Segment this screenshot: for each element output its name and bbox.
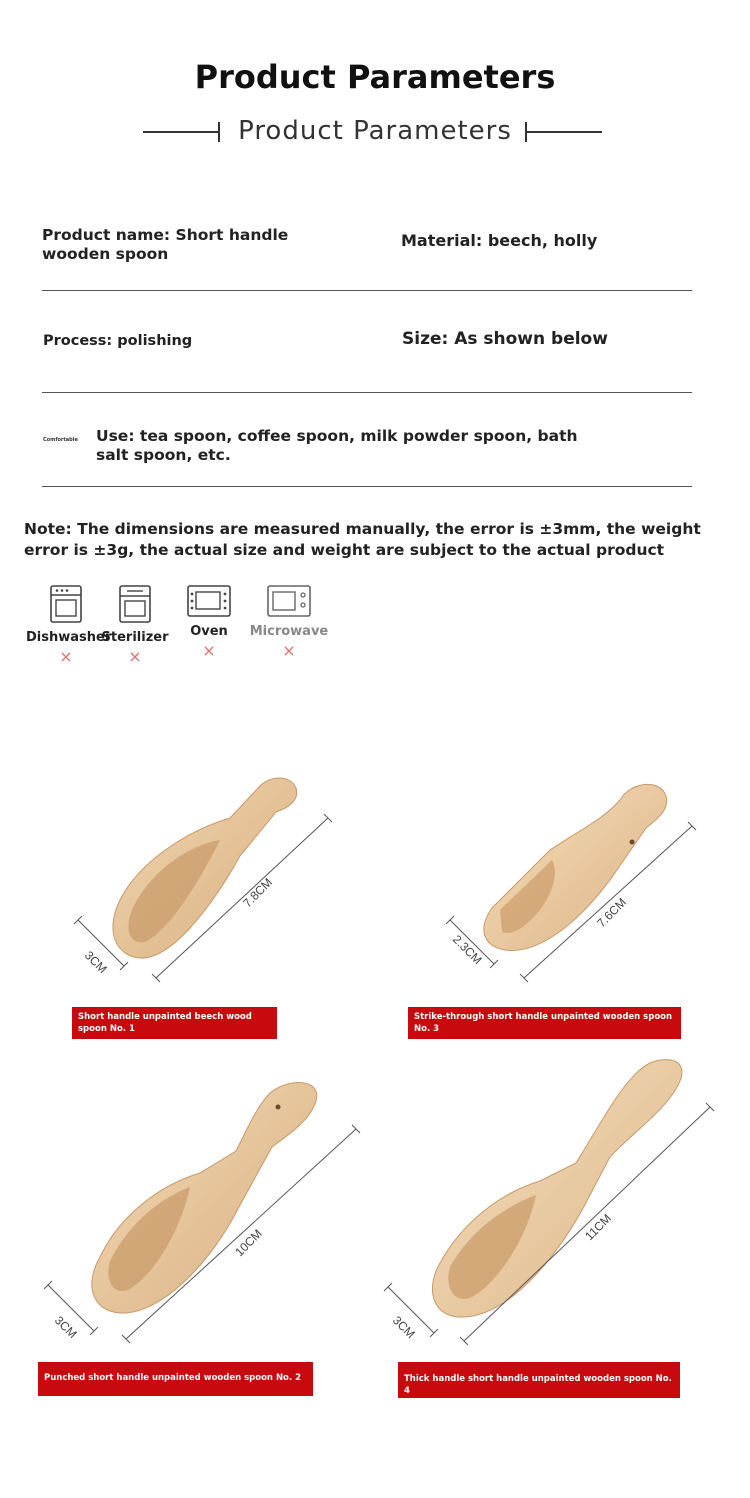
length-label: 11CM xyxy=(582,1211,615,1244)
care-label: Oven xyxy=(190,624,228,639)
care-oven xyxy=(169,584,249,659)
care-sterilizer xyxy=(95,584,175,665)
care-label: Sterilizer xyxy=(101,630,169,645)
length-label: 10CM xyxy=(232,1226,265,1260)
width-label: 3CM xyxy=(51,1313,80,1342)
use-tag: Comfortable xyxy=(43,437,78,443)
oven-icon xyxy=(186,584,232,618)
subtitle-row xyxy=(0,112,750,152)
care-label: Dishwasher xyxy=(26,630,112,645)
material-param: Material: beech, holly xyxy=(401,231,598,250)
right-divider-line xyxy=(525,131,602,133)
cross-icon: × xyxy=(282,641,296,660)
cross-icon: × xyxy=(59,647,73,666)
product-name-param: Product name: Short handle wooden spoon xyxy=(42,226,289,263)
width-label: 3CM xyxy=(389,1313,418,1342)
cross-icon: × xyxy=(202,641,216,660)
page-title: Product Parameters xyxy=(194,58,556,96)
page-subtitle: Product Parameters xyxy=(238,116,512,146)
length-label: 7.8CM xyxy=(240,875,276,911)
care-microwave xyxy=(249,584,329,659)
process-param: Process: polishing xyxy=(43,333,193,349)
size-param: Size: As shown below xyxy=(402,329,608,349)
spoon-caption-4: Thick handle short handle unpainted wooden spoon No. 4 xyxy=(398,1362,680,1398)
divider-2 xyxy=(42,392,692,393)
measurement-note: Note: The dimensions are measured manually, the error is ±3mm, the weight error is ±3g, the actual size and weight are subject to the actual product xyxy=(24,520,701,559)
care-label: Microwave xyxy=(249,624,329,639)
spoon-photo-4 xyxy=(380,1055,720,1355)
divider-3 xyxy=(42,486,692,487)
spoon-caption-3: Strike-through short handle unpainted wooden spoon No. 3 xyxy=(408,1007,681,1039)
sterilizer-icon xyxy=(118,584,152,624)
spoon-caption-1: Short handle unpainted beech wood spoon No. 1 xyxy=(72,1007,277,1039)
microwave-icon xyxy=(266,584,312,618)
care-dishwasher xyxy=(26,584,112,666)
width-label: 2.3CM xyxy=(449,932,485,968)
spoon-photo-3 xyxy=(420,770,710,990)
dishwasher-icon xyxy=(49,584,83,624)
use-param: Use: tea spoon, coffee spoon, milk powder spoon, bath salt spoon, etc. xyxy=(96,427,578,464)
length-label: 7.6CM xyxy=(594,895,630,931)
divider-1 xyxy=(42,290,692,291)
cross-icon: × xyxy=(128,647,142,666)
spoon-caption-2: Punched short handle unpainted wooden spoon No. 2 xyxy=(38,1362,313,1396)
spoon-photo-1 xyxy=(60,760,360,1000)
spoon-photo-2 xyxy=(40,1075,370,1355)
width-label: 3CM xyxy=(81,948,110,977)
